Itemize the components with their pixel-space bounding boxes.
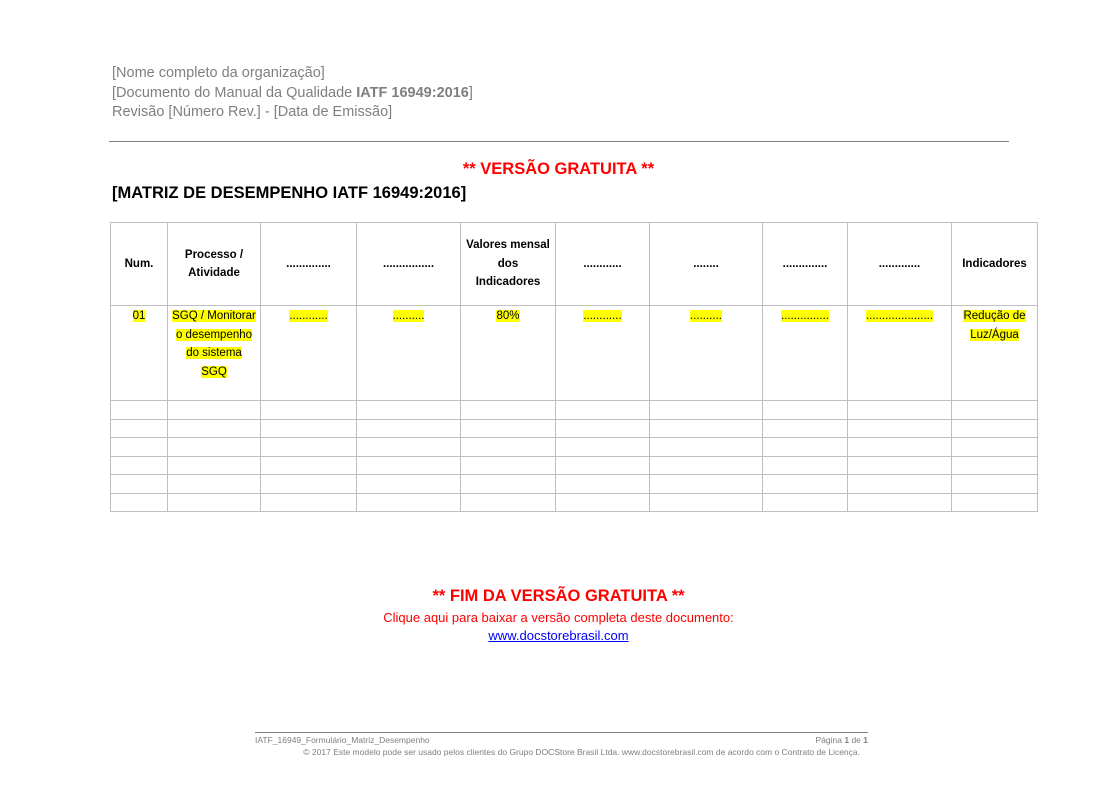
organization-name: [Nome completo da organização]	[112, 65, 325, 81]
column-header-placeholder-5: ..............	[763, 223, 848, 306]
end-free-version-title: ** FIM DA VERSÃO GRATUITA **	[432, 587, 685, 605]
column-header-placeholder-2: ................	[357, 223, 461, 306]
cell-value: Redução de Luz/Água	[963, 310, 1026, 341]
page-title: [MATRIZ DE DESEMPENHO IATF 16949:2016]	[112, 184, 467, 202]
column-header-monthly-values: Valores mensal dos Indicadores	[461, 223, 556, 306]
cell-monthly-value	[461, 306, 556, 401]
cell-value: ...............	[781, 310, 829, 322]
free-version-banner: ** VERSÃO GRATUITA **	[462, 160, 655, 178]
page-number: Página 1 de 1	[815, 735, 868, 745]
manual-line	[112, 84, 473, 104]
page-footer	[255, 732, 868, 758]
cell-indicators	[952, 306, 1038, 401]
cell-num	[111, 306, 168, 401]
cell-value: ..........	[392, 310, 425, 322]
download-prompt: Clique aqui para baixar a versão completa deste documento:	[383, 610, 734, 625]
cell-value: ..........	[690, 310, 722, 322]
empty-table-row	[111, 419, 1038, 438]
column-header-placeholder-4: ........	[650, 223, 763, 306]
cell-value: .....................	[865, 310, 934, 322]
cell-placeholder-4	[650, 306, 763, 401]
document-header	[112, 64, 473, 123]
table-row	[111, 306, 1038, 401]
cell-placeholder-5	[763, 306, 848, 401]
cell-value: 80%	[496, 310, 520, 322]
header-divider	[109, 141, 1009, 142]
footer-copyright: © 2017 Este modelo pode ser usado pelos clientes do Grupo DOCStore Brasil Ltda. www.docstorebrasil.com de acordo com o Contrato de Licença.	[303, 747, 860, 757]
empty-table-row	[111, 475, 1038, 494]
empty-table-row	[111, 493, 1038, 512]
cell-placeholder-3	[556, 306, 650, 401]
cell-value: ............	[583, 310, 622, 322]
manual-prefix: [Documento do Manual da Qualidade	[112, 84, 357, 101]
standard-name: IATF 16949:2016	[356, 84, 469, 101]
footer-filename: IATF_16949_Formulário_Matriz_Desempenho	[255, 735, 430, 745]
cell-placeholder-2	[357, 306, 461, 401]
cell-placeholder-1	[261, 306, 357, 401]
docstore-link[interactable]: www.docstorebrasil.com	[488, 628, 629, 643]
column-header-process: Processo / Atividade	[168, 223, 261, 306]
manual-suffix: ]	[468, 84, 473, 101]
cell-value: SGQ / Monitorar o desempenho do sistema SGQ	[172, 310, 256, 378]
column-header-num: Num.	[111, 223, 168, 306]
cell-placeholder-6	[848, 306, 952, 401]
cell-value: ............	[289, 310, 328, 322]
performance-matrix-table	[110, 222, 1038, 512]
column-header-placeholder-3: ............	[556, 223, 650, 306]
empty-table-row	[111, 438, 1038, 457]
table-header-row	[111, 223, 1038, 306]
revision-line: Revisão [Número Rev.] - [Data de Emissão]	[112, 104, 393, 120]
empty-table-row	[111, 401, 1038, 420]
cell-process	[168, 306, 261, 401]
empty-table-row	[111, 456, 1038, 475]
download-link-container	[0, 628, 1117, 643]
column-header-placeholder-6: .............	[848, 223, 952, 306]
column-header-indicators: Indicadores	[952, 223, 1038, 306]
column-header-placeholder-1: ..............	[261, 223, 357, 306]
cell-value: 01	[132, 310, 146, 322]
